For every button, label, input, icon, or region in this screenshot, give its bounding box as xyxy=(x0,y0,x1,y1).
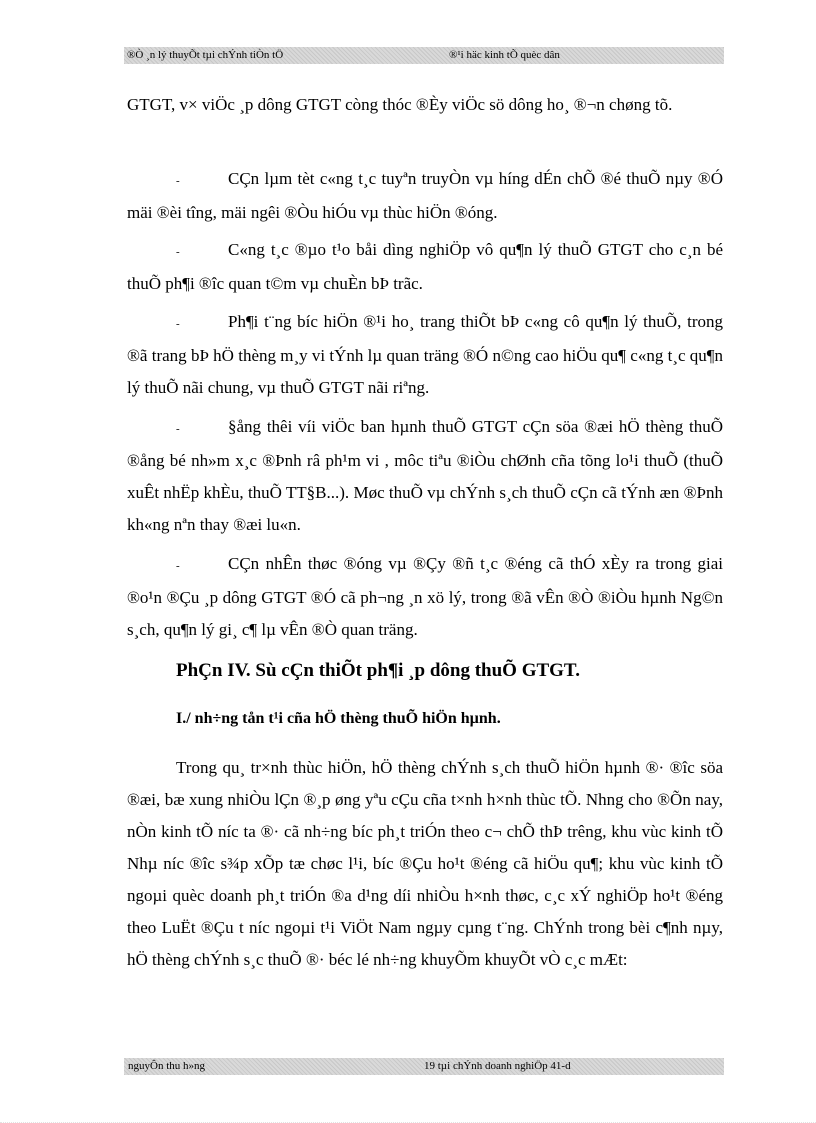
bullet-dash: - xyxy=(176,318,180,330)
footer-author: nguyÔn thu h»ng xyxy=(128,1060,205,1072)
paragraph-text: CÇn lµm tèt c«ng t¸c tuyªn truyÒn vµ híng dÉn chÕ ®é thuÕ nµy ®Ó mäi ®èi tîng, mäi ngêi ®Òu hiÓu vµ thùc hiÖn ®óng. xyxy=(127,169,723,222)
paragraph-text: §ång thêi víi viÖc ban hµnh thuÕ GTGT cÇn söa ®æi hÖ thèng thuÕ ®ång bé nh»m x¸c ®Þnh râ ph¹m vi , môc tiªu ®iÒu chØnh cña tõng lo¹i thuÕ (thuÕ xuÊt nhËp khÈu, thuÕ TT§B...). Møc thuÕ vµ chÝnh s¸ch thuÕ cÇn cã tÝnh æn ®Þnh kh«ng nªn thay ®æi lu«n. xyxy=(127,417,723,534)
section-heading: I./ nh÷ng tån t¹i cña hÖ thèng thuÕ hiÖn hµnh. xyxy=(176,710,501,727)
bullet-dash: - xyxy=(176,423,180,435)
bullet-paragraph-2 xyxy=(127,234,723,300)
body-paragraph xyxy=(127,752,723,976)
bullet-paragraph-4 xyxy=(127,411,723,541)
header-right-text: ®¹i häc kinh tÕ quèc dân xyxy=(449,49,560,61)
header-left-text: ®Ò ¸n lý thuyÕt tµi chÝnh tiÒn tÖ xyxy=(127,49,284,61)
part-heading: PhÇn IV. Sù cÇn thiÕt ph¶i ¸p dông thuÕ GTGT. xyxy=(176,660,580,681)
bullet-dash: - xyxy=(176,560,180,572)
bullet-paragraph-3 xyxy=(127,306,723,404)
footer-page-info: 19 tµi chÝnh doanh nghiÖp 41-d xyxy=(424,1060,571,1072)
paragraph-text: C«ng t¸c ®µo t¹o båi dìng nghiÖp vô qu¶n lý thuÕ GTGT cho c¸n bé thuÕ ph¶i ®îc quan t©m vµ chuÈn bÞ trãc. xyxy=(127,240,723,293)
bullet-paragraph-1 xyxy=(127,163,723,229)
page-header xyxy=(124,47,724,64)
page-footer xyxy=(124,1058,724,1075)
paragraph-text: GTGT, v× viÖc ¸p dông GTGT còng thóc ®Èy viÖc sö dông ho¸ ®¬n chøng tõ. xyxy=(127,95,673,114)
bullet-dash: - xyxy=(176,246,180,258)
paragraph-text: Trong qu¸ tr×nh thùc hiÖn, hÖ thèng chÝnh s¸ch thuÕ hiÖn hµnh ®· ®îc söa ®æi, bæ xung nhiÒu lÇn ®¸p øng yªu cÇu cña t×nh h×nh thùc tÕ. Nhng cho ®Õn nay, nÒn kinh tÕ níc ta ®· cã nh÷ng bíc ph¸t triÓn theo c¬ chÕ thÞ trêng, khu vùc kinh tÕ Nhµ níc ®îc s¾p xÕp tæ chøc l¹i, bíc ®Çu ho¹t ®éng cã hiÖu qu¶; khu vùc kinh tÕ ngoµi quèc doanh ph¸t triÓn ®a d¹ng díi nhiÒu h×nh thøc, c¸c xÝ nghiÖp ho¹t ®éng theo LuËt ®Çu t níc ngoµi t¹i ViÖt Nam ngµy cµng t¨ng. ChÝnh trong bèi c¶nh nµy, hÖ thèng chÝnh s¸c thuÕ ®· béc lé nh÷ng khuyÕm khuyÕt vÒ c¸c mÆt: xyxy=(127,758,723,969)
paragraph-text: CÇn nhÊn thøc ®óng vµ ®Çy ®ñ t¸c ®éng cã thÓ xÈy ra trong giai ®o¹n ®Çu ¸p dông GTGT ®Ó cã ph¬ng ¸n xö lý, trong ®ã vÊn ®Ò ®iÒu hµnh Ng©n s¸ch, qu¶n lý gi¸ c¶ lµ vÊn ®Ò quan träng. xyxy=(127,554,723,639)
bullet-dash: - xyxy=(176,175,180,187)
paragraph-continued xyxy=(127,89,723,121)
bullet-paragraph-5 xyxy=(127,548,723,646)
paragraph-text: Ph¶i t¨ng bíc hiÖn ®¹i ho¸ trang thiÕt bÞ c«ng cô qu¶n lý thuÕ, trong ®ã trang bÞ hÖ thèng m¸y vi tÝnh lµ quan träng ®Ó n©ng cao hiÖu qu¶ c«ng t¸c qu¶n lý thuÕ nãi chung, vµ thuÕ GTGT nãi riªng. xyxy=(127,312,723,397)
